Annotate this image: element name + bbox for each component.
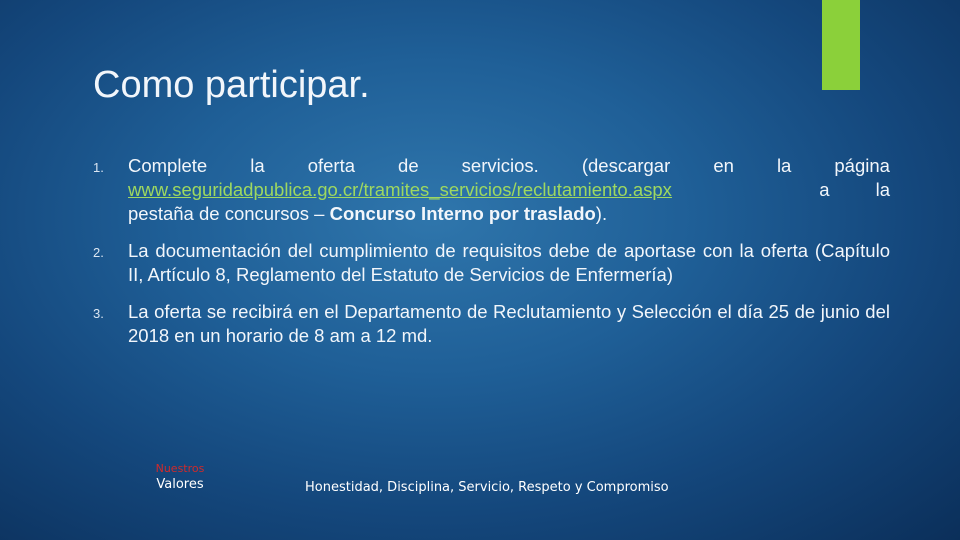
- item-1-line-1: [128, 154, 890, 178]
- word: la: [875, 179, 890, 200]
- valores-block: [130, 462, 230, 494]
- word: la: [776, 155, 792, 176]
- bold-text: Concurso Interno por traslado: [329, 203, 596, 224]
- item-1-line-3: [128, 202, 890, 226]
- text: ).: [595, 203, 608, 224]
- valores-sub: Valores: [156, 477, 204, 492]
- word: a: [819, 179, 830, 200]
- word: servicios.: [461, 155, 539, 176]
- word: página: [834, 155, 890, 176]
- item-text: La documentación del cumplimiento de requisitos debe de aportase con la oferta (Capítulo II, Artículo 8, Reglamento del Estatuto de Servicios de Enfermería): [128, 240, 890, 285]
- word: en: [713, 155, 734, 176]
- accent-bar: [822, 0, 860, 90]
- item-1-line-2: [128, 178, 890, 202]
- item-number: 3.: [93, 306, 104, 321]
- values-list: Honestidad, Disciplina, Servicio, Respeto y Compromiso: [305, 480, 669, 495]
- item-number: 1.: [93, 160, 104, 175]
- steps-list: [93, 154, 890, 361]
- word: la: [250, 155, 265, 176]
- valores-label: Nuestros: [155, 462, 205, 475]
- item-number: 2.: [93, 245, 104, 260]
- word: oferta: [307, 155, 355, 176]
- word: de: [398, 155, 419, 176]
- word: Complete: [128, 155, 208, 176]
- word: (descargar: [581, 155, 671, 176]
- list-item: [93, 300, 890, 348]
- item-text: La oferta se recibirá en el Departamento de Reclutamiento y Selección el día 25 de junio del 2018 en un horario de 8 am a 12 md.: [128, 301, 890, 346]
- reclutamiento-link[interactable]: www.seguridadpublica.go.cr/tramites_servicios/reclutamiento.aspx: [128, 179, 672, 200]
- list-item: [93, 239, 890, 287]
- line-2-tail: [819, 178, 890, 202]
- list-item: [93, 154, 890, 226]
- slide-title: Como participar.: [93, 64, 370, 106]
- text: pestaña de concursos –: [128, 203, 330, 224]
